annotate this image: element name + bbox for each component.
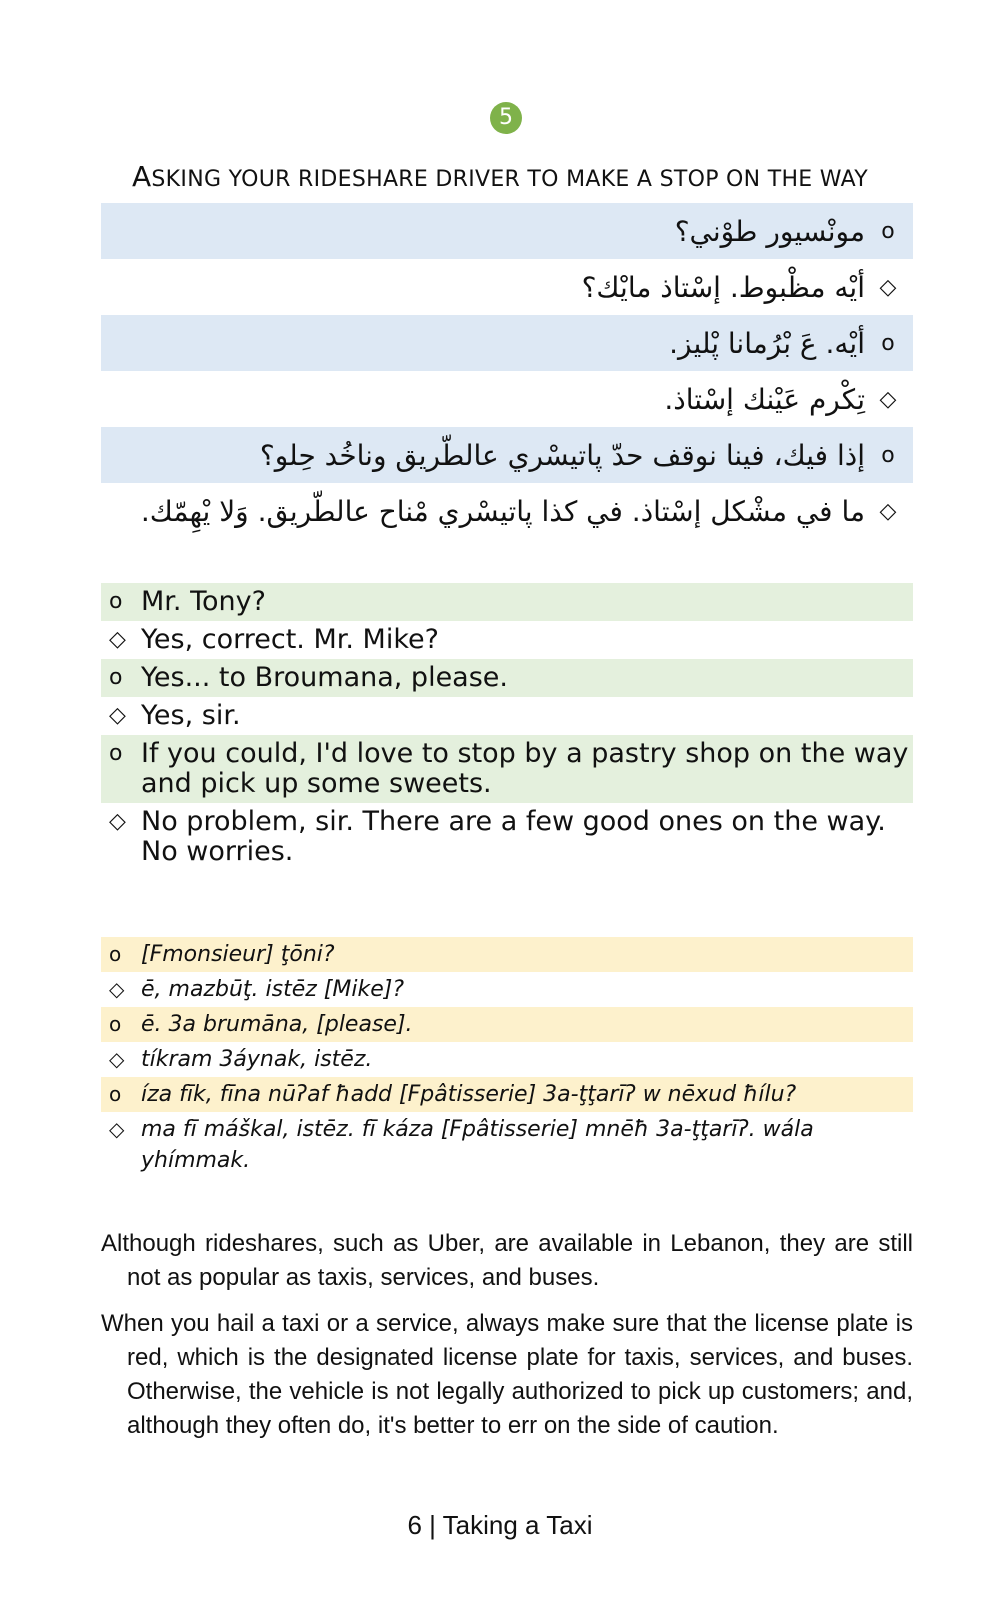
english-line-1 [101, 583, 913, 621]
paragraph-license-plate: When you hail a taxi or a service, always make sure that the license plate is red, which is the designated license plate for taxis, services, and buses. Otherwise, the vehicle is not legally authorized to pick up customers; and, although they often do, it's better to err on the side of caution. [101, 1310, 913, 1439]
diamond-marker-icon: ◇ [879, 498, 897, 524]
diamond-marker-icon: ◇ [109, 1047, 125, 1071]
translit-line-4 [101, 1042, 913, 1077]
circle-marker-icon: o [109, 1012, 122, 1036]
translit-line-3 [101, 1007, 913, 1042]
english-line-text: Mr. Tony? [141, 586, 266, 617]
arabic-line-text: ما في مشْكل إسْتاذ. في كذا پاتيسْري مْناح عالطّريق. وَلا يْهِمّك. [140, 494, 865, 528]
english-line-6 [101, 803, 913, 871]
english-dialogue [101, 583, 913, 871]
translit-line-6 [101, 1112, 913, 1178]
english-line-2 [101, 621, 913, 659]
circle-marker-icon: o [109, 942, 122, 966]
arabic-line-6 [101, 483, 913, 539]
diamond-marker-icon: ◇ [109, 627, 126, 652]
translit-line-2 [101, 972, 913, 1007]
diamond-marker-icon: ◇ [879, 274, 897, 300]
english-line-text: Yes, sir. [141, 700, 241, 731]
translit-line-1 [101, 937, 913, 972]
translit-line-text: ē, mazbūţ. istēz [Mike]? [141, 977, 404, 1002]
title-rest: SKING YOUR RIDESHARE DRIVER TO MAKE A STOP ON THE WAY [151, 167, 869, 192]
english-line-5 [101, 735, 913, 803]
english-line-text: No problem, sir. There are a few good ones on the way. No worries. [141, 806, 886, 867]
arabic-line-2 [101, 259, 913, 315]
translit-line-text: íza fīk, fīna nūʔaf ħadd [Fpâtisserie] 3a-ţţarīʔ w nēxud ħílu? [141, 1082, 797, 1107]
translit-line-text: ē. 3a brumāna, [please]. [141, 1012, 413, 1037]
circle-marker-icon: o [109, 741, 123, 766]
diamond-marker-icon: ◇ [109, 977, 125, 1001]
transliteration-dialogue [101, 937, 913, 1178]
translit-line-5 [101, 1077, 913, 1112]
arabic-line-text: أيْه مظْبوط. إسْتاذ مايْك؟ [581, 270, 865, 304]
paragraph-rideshares: Although rideshares, such as Uber, are available in Lebanon, they are still not as popular as taxis, services, and buses. [101, 1230, 913, 1291]
english-line-text: If you could, I'd love to stop by a pastry shop on the way and pick up some sweets. [141, 738, 909, 799]
diamond-marker-icon: ◇ [109, 809, 126, 834]
english-line-text: Yes, correct. Mr. Mike? [141, 624, 439, 655]
arabic-line-5 [101, 427, 913, 483]
section-number-badge: 5 [490, 102, 522, 134]
diamond-marker-icon: ◇ [879, 386, 897, 412]
arabic-line-1 [101, 203, 913, 259]
arabic-line-text: تِكْرم عَيْنك إسْتاذ. [664, 382, 865, 416]
circle-marker-icon: o [109, 589, 123, 614]
arabic-line-text: مونْسيور طوْني؟ [674, 214, 865, 248]
circle-marker-icon: o [109, 665, 123, 690]
circle-marker-icon: o [881, 330, 895, 356]
diamond-marker-icon: ◇ [109, 1117, 125, 1141]
arabic-line-text: أيْه. عَ بْرُمانا پْليز. [669, 326, 865, 360]
page-footer: 6 | Taking a Taxi [407, 1510, 593, 1540]
arabic-line-3 [101, 315, 913, 371]
arabic-dialogue [101, 203, 913, 539]
translit-line-text: [Fmonsieur] ţōni? [141, 942, 335, 967]
title-first-letter: A [131, 160, 152, 193]
arabic-line-4 [101, 371, 913, 427]
circle-marker-icon: o [881, 442, 895, 468]
circle-marker-icon: o [881, 218, 895, 244]
arabic-line-text: إذا فيك، فينا نوقف حدّ پاتيسْري عالطّريق وناخُد حِلو؟ [259, 438, 865, 472]
circle-marker-icon: o [109, 1082, 122, 1106]
english-line-text: Yes... to Broumana, please. [141, 662, 508, 693]
translit-line-text: ma fī máškal, istēz. fī káza [Fpâtisserie] mnēħ 3a-ţţarīʔ. wála yhímmak. [141, 1117, 814, 1173]
section-title [0, 160, 1000, 193]
translit-line-text: tíkram 3áynak, istēz. [141, 1047, 373, 1072]
diamond-marker-icon: ◇ [109, 703, 126, 728]
english-line-4 [101, 697, 913, 735]
english-line-3 [101, 659, 913, 697]
